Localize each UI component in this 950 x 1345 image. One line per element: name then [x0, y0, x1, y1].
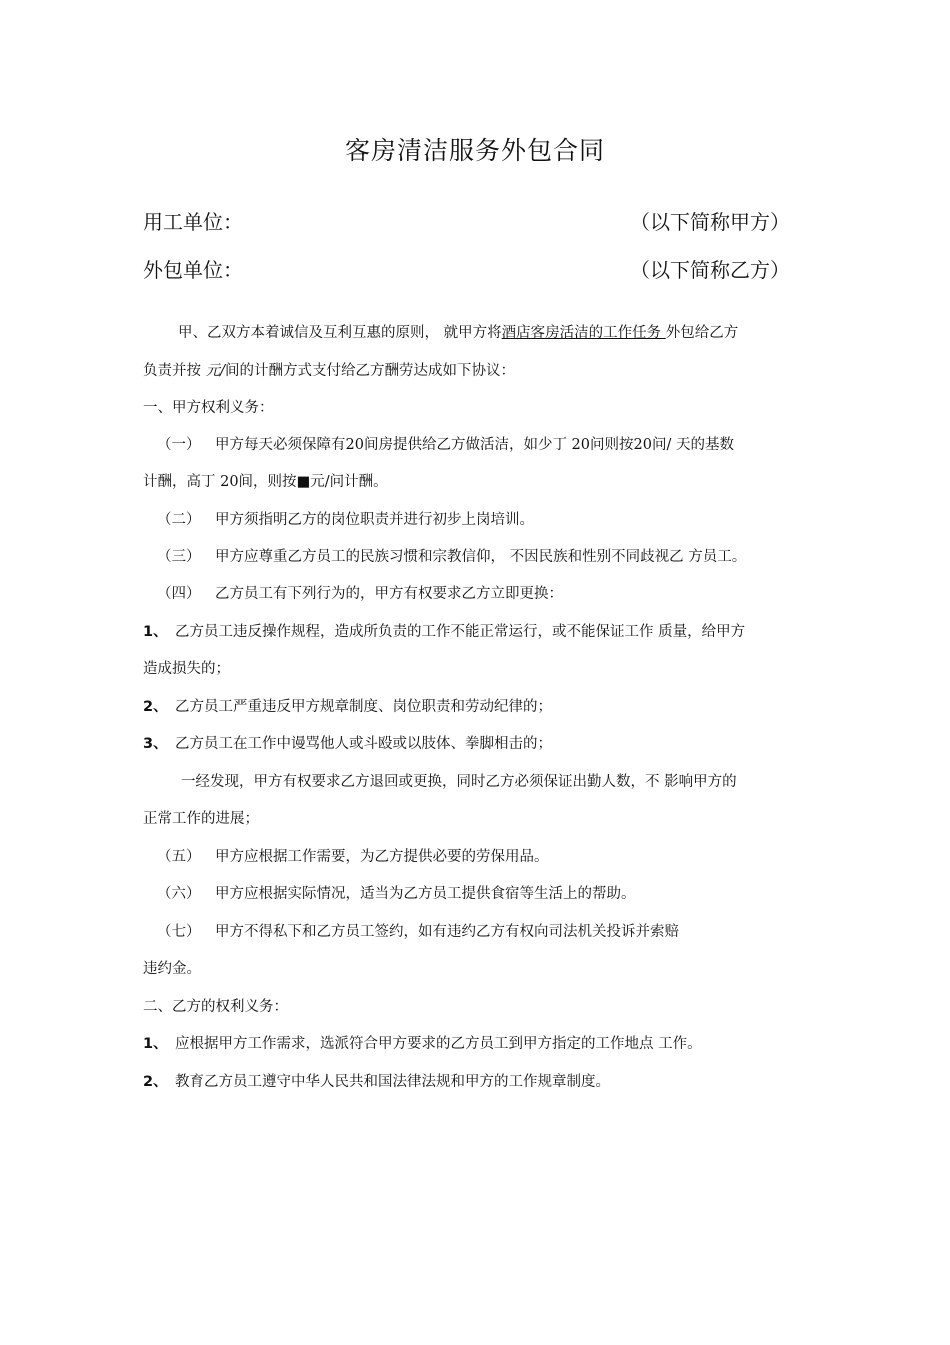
sub-item-text: 教育乙方员工遵守中华人民共和国法律法规和甲方的工作规章制度。	[175, 1074, 610, 1090]
intro-text: 外包给乙方	[665, 325, 739, 341]
clause-mark: （七）	[157, 924, 201, 940]
sub-item-number: 2、	[143, 699, 168, 715]
clause-text: 乙方员工有下列行为的，甲方有权要求乙方立即更换：	[215, 586, 563, 602]
clause-mark: （二）	[157, 512, 201, 528]
clause-1-continued: 计酬，高丁 20间，则按■元/问计酬。	[143, 474, 388, 490]
intro-text: 间的计酬方式支付给乙方酬劳达成如下协议：	[225, 363, 515, 379]
sub-item-text: 应根据甲方工作需求，选派符合甲方要求的乙方员工到甲方指定的工作地点 工作。	[175, 1036, 702, 1052]
clause-text: 甲方须指明乙方的岗位职责并进行初步上岗培训。	[215, 512, 534, 528]
clause-7-continued: 违约金。	[143, 961, 201, 977]
sub-item-text: 乙方员工严重违反甲方规章制度、岗位职责和劳动纪律的；	[175, 699, 552, 715]
sub-item-text: 乙方员工违反操作规程，造成所负责的工作不能正常运行，或不能保证工作 质量，给甲方	[175, 624, 746, 640]
clause-mark: （三）	[157, 549, 201, 565]
sub-item-number: 1、	[143, 1036, 168, 1052]
clause-text: 甲方不得私下和乙方员工签约，如有违约乙方有权向司法机关投诉并索赔	[215, 924, 679, 940]
intro-unit-italic: 元/	[205, 363, 225, 379]
intro-text: 甲、乙双方本着诚信及互利互惠的原则， 就甲方将	[178, 325, 502, 341]
sub-item-number: 3、	[143, 736, 168, 752]
intro-text: 负责并按	[143, 363, 206, 379]
party-a-note: （以下简称甲方）	[630, 210, 790, 234]
intro-line-1	[178, 321, 738, 342]
sub-item-number: 2、	[143, 1074, 168, 1090]
clause-4-note-line-2: 正常工作的进展；	[143, 811, 259, 827]
clause-text: 甲方应根据工作需要，为乙方提供必要的劳保用品。	[215, 849, 549, 865]
party-b-label: 外包单位：	[143, 258, 243, 282]
section-1-heading: 一、甲方权利义务：	[143, 400, 274, 416]
document-title: 客房清洁服务外包合同	[344, 136, 605, 165]
clause-mark: （六）	[157, 886, 201, 902]
clause-4-note-line-1: 一经发现，甲方有权要求乙方退回或更换，同时乙方必须保证出勤人数，不 影响甲方的	[181, 774, 737, 790]
clause-mark: （五）	[157, 849, 201, 865]
intro-line-2	[143, 359, 515, 380]
clause-text: 甲方应尊重乙方员工的民族习惯和宗教信仰， 不因民族和性别不同歧视乙 方员工。	[215, 549, 747, 565]
sub-item-number: 1、	[143, 624, 168, 640]
sub-item-text: 乙方员工在工作中谩骂他人或斗殴或以肢体、拳脚相击的；	[175, 736, 552, 752]
clause-mark: （一）	[157, 437, 201, 453]
section-2-heading: 二、乙方的权利义务：	[143, 999, 288, 1015]
intro-task-underlined: 酒店客房活洁的工作任务	[501, 325, 666, 341]
party-b-note: （以下简称乙方）	[630, 258, 790, 282]
party-a-label: 用工单位：	[143, 210, 243, 234]
clause-text: 甲方应根据实际情况，适当为乙方员工提供食宿等生活上的帮助。	[215, 886, 636, 902]
clause-text: 甲方每天必须保障有20间房提供给乙方做活洁，如少丁 20问则按20问/ 天的基数	[215, 437, 734, 453]
clause-mark: （四）	[157, 586, 201, 602]
sub-item-1-continued: 造成损失的；	[143, 661, 230, 677]
